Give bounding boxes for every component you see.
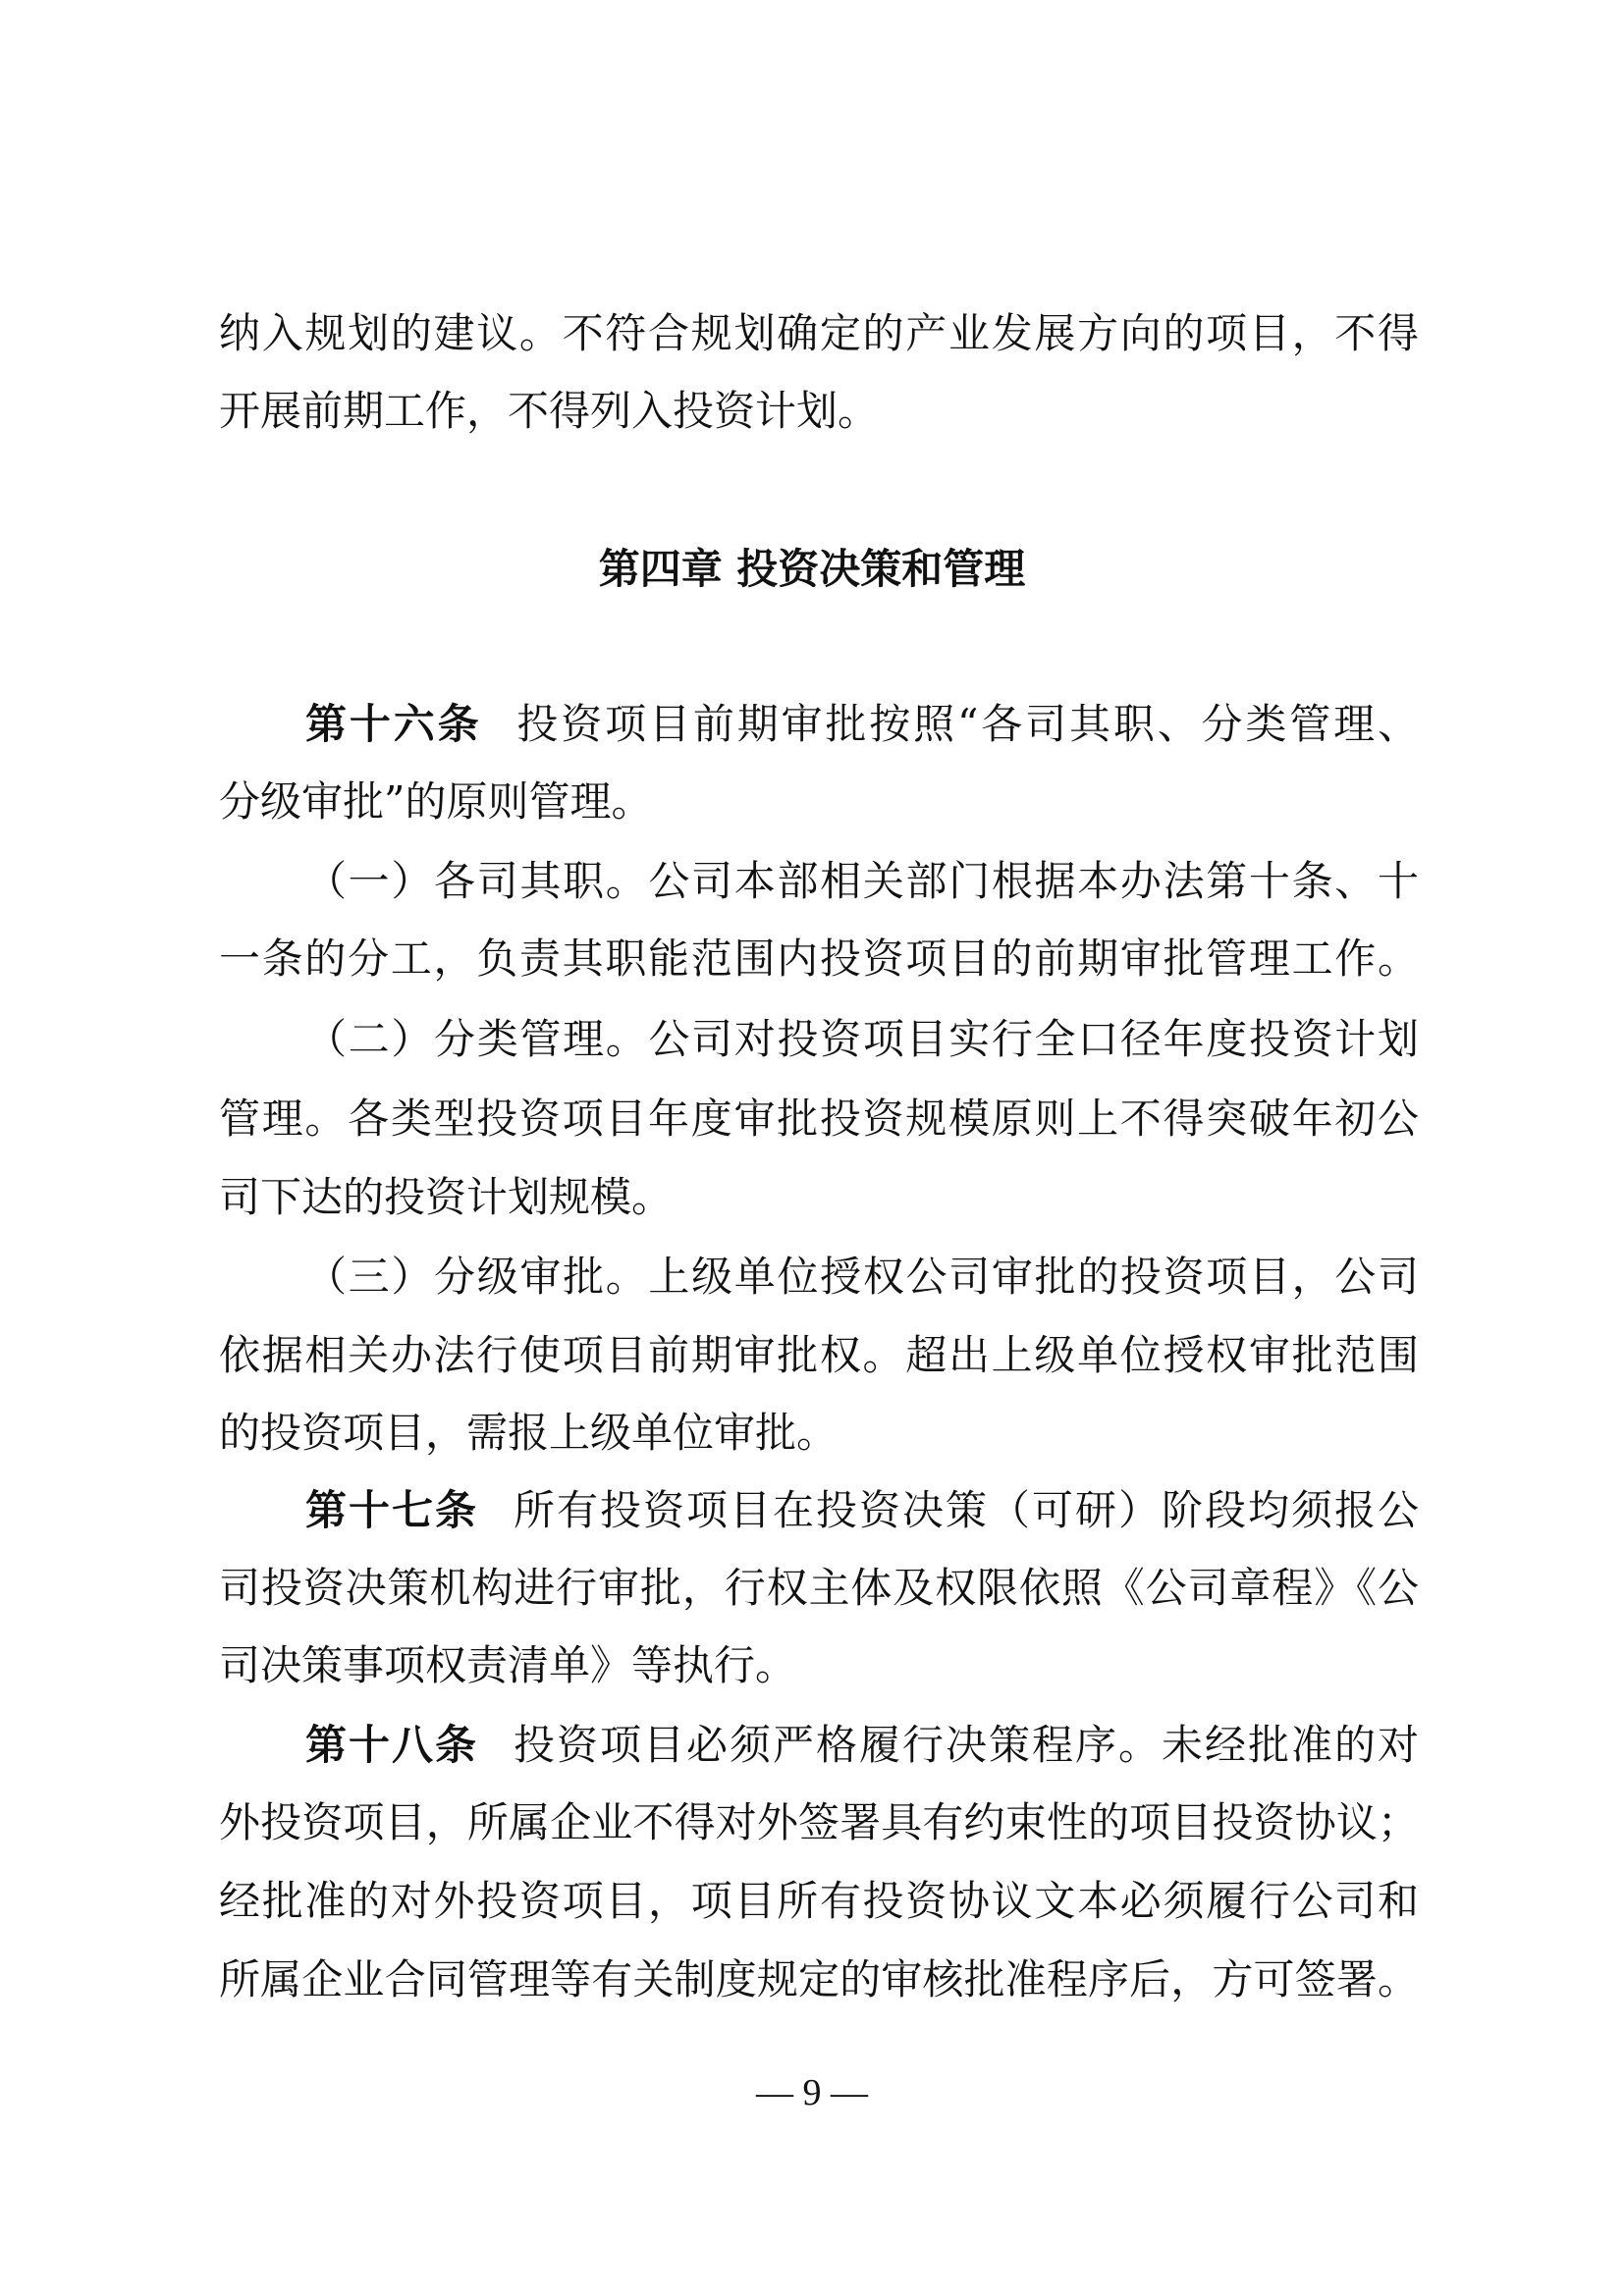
page-number: — 9 —: [756, 2072, 868, 2113]
body-line: 司投资决策机构进行审批，行权主体及权限依照《公司章程》《公: [219, 1564, 1419, 1612]
article-text: 所有投资项目在投资决策（可研）阶段均须报公: [514, 1486, 1419, 1534]
article-16-label: 第十六条: [305, 700, 482, 748]
body-line: 纳入规划的建议。不符合规划确定的产业发展方向的项目，不得: [219, 309, 1419, 357]
article-17-label: 第十七条: [305, 1486, 478, 1534]
body-line: 开展前期工作，不得列入投资计划。: [219, 387, 880, 435]
body-line: 司决策事项权责清单》等执行。: [219, 1641, 797, 1689]
article-18-line: [219, 1716, 1419, 1775]
body-line: 司下达的投资计划规模。: [219, 1173, 674, 1221]
body-line: （二）分类管理。公司对投资项目实行全口径年度投资计划: [305, 1015, 1419, 1063]
body-line: 的投资项目，需报上级单位审批。: [219, 1409, 839, 1457]
article-text: 投资项目必须严格履行决策程序。未经批准的对: [514, 1721, 1419, 1769]
body-line: 所属企业合同管理等有关制度规定的审核批准程序后，方可签署。: [219, 1955, 1419, 2003]
article-18-label: 第十八条: [305, 1721, 478, 1769]
article-16-line: [219, 695, 1419, 754]
body-line: （三）分级审批。上级单位授权公司审批的投资项目，公司: [305, 1253, 1419, 1301]
body-line: 分级审批”的原则管理。: [219, 777, 653, 826]
body-line: 管理。各类型投资项目年度审批投资规模原则上不得突破年初公: [219, 1095, 1419, 1143]
article-text: 投资项目前期审批按照“各司其职、分类管理、: [516, 700, 1419, 748]
article-17-line: [219, 1481, 1419, 1540]
body-line: 依据相关办法行使项目前期审批权。超出上级单位授权审批范围: [219, 1331, 1419, 1379]
body-line: 一条的分工，负责其职能范围内投资项目的前期审批管理工作。: [219, 934, 1419, 983]
body-line: 外投资项目，所属企业不得对外签署具有约束性的项目投资协议；: [219, 1798, 1419, 1846]
chapter-heading: 第四章 投资决策和管理: [598, 545, 1026, 593]
body-line: （一）各司其职。公司本部相关部门根据本办法第十条、十: [305, 857, 1419, 905]
body-line: 经批准的对外投资项目，项目所有投资协议文本必须履行公司和: [219, 1877, 1419, 1925]
